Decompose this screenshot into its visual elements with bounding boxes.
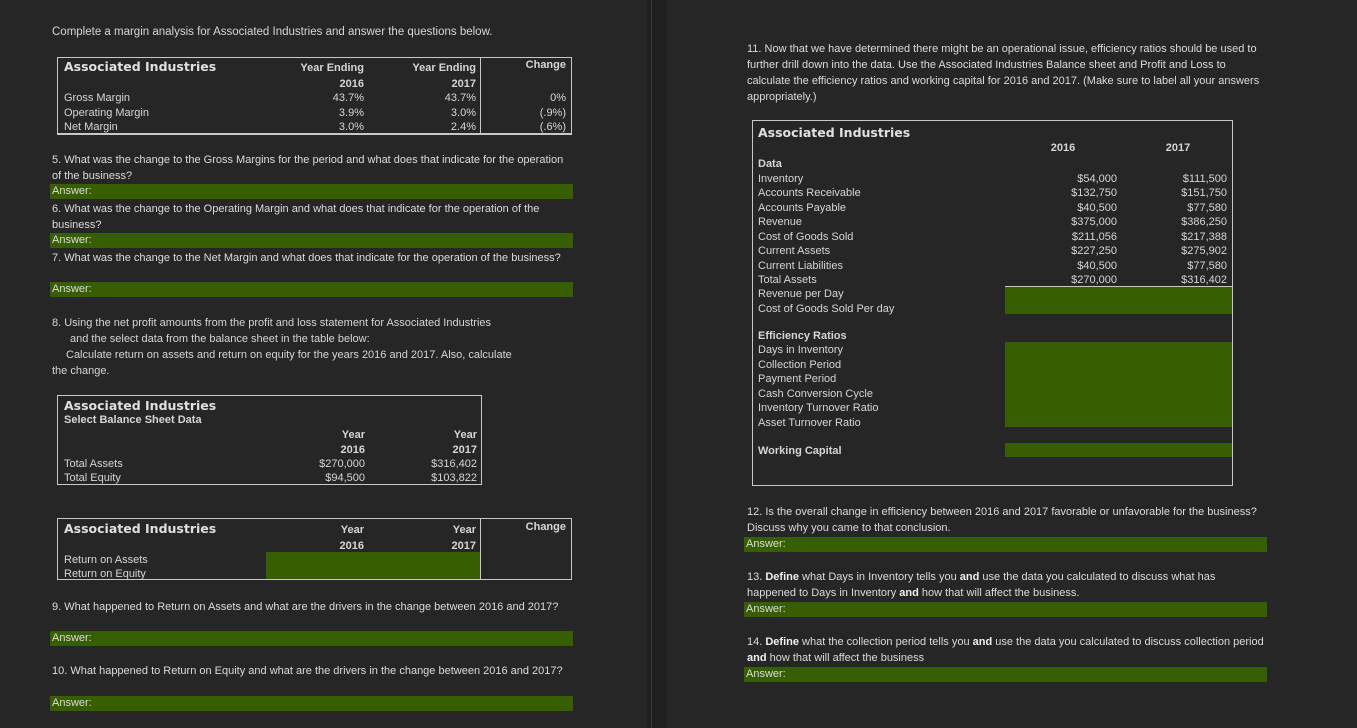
eff-per-day-cells[interactable] [1005,287,1232,314]
question-8-line1: 8. Using the net profit amounts from the profit and loss statement for Associated Industries [52,317,492,329]
margin-row-2017: 3.0% [450,107,476,119]
eff-ratio-label: Inventory Turnover Ratio [758,402,879,414]
eff-working-capital-label: Working Capital [758,445,842,457]
eff-data-label: Accounts Payable [758,202,847,214]
eff-ratio-label: Cash Conversion Cycle [758,388,873,400]
roa-col-change: Change [525,521,566,533]
margin-col-2016-line1: Year Ending [300,62,364,74]
margin-col-2017-line1: Year Ending [412,62,476,74]
margin-row-2017: 2.4% [450,121,476,133]
eff-calc-label: Cost of Goods Sold Per day [758,303,895,315]
roa-col-2017-line1: Year [452,524,476,536]
roa-roe-answer-cells[interactable] [266,552,480,579]
margin-row-change: (.9%) [539,107,566,119]
eff-data-label: Current Liabilities [758,260,843,272]
question-8-line3: Calculate return on assets and return on equity for the years 2016 and 2017. Also, calculate [66,349,512,361]
eff-table-title: Associated Industries [758,125,911,140]
bs-table-subtitle: Select Balance Sheet Data [64,414,202,426]
question-5: 5. What was the change to the Gross Margins for the period and what does that indicate for the operation of the business? [52,154,564,182]
eff-ratio-label: Asset Turnover Ratio [758,417,861,429]
margin-row-change: 0% [550,92,566,104]
margin-row-label: Net Margin [64,121,118,133]
question-13: 13. Define what Days in Inventory tells you and use the data you calculated to discuss what has happened to Days in Inventory and how that will affect the business. [747,571,1216,599]
eff-ratio-cells[interactable] [1005,342,1232,427]
eff-data-2017: $316,402 [1181,274,1227,286]
answer-7-field[interactable]: Answer: [50,282,573,297]
eff-data-2017: $217,388 [1181,231,1227,243]
bs-col-2017-line2: 2017 [452,444,477,456]
eff-data-2017: $77,580 [1187,260,1227,272]
roa-col-2016-line2: 2016 [339,540,364,552]
eff-data-2017: $77,580 [1187,202,1227,214]
eff-ratio-label: Payment Period [758,373,837,385]
margin-col-change: Change [525,59,566,71]
answer-14-field[interactable]: Answer: [744,667,1267,682]
question-7: 7. What was the change to the Net Margin and what does that indicate for the operation of the business? [52,252,561,264]
roa-row-label: Return on Assets [64,554,148,566]
eff-data-2017: $386,250 [1181,216,1227,228]
eff-ratio-label: Days in Inventory [758,344,843,356]
eff-data-label: Cost of Goods Sold [758,231,854,243]
margin-table-divider [480,57,481,134]
margin-table-underline [57,134,572,135]
eff-data-2016: $211,056 [1071,231,1117,243]
margin-row-label: Gross Margin [64,92,131,104]
answer-6-field[interactable]: Answer: [50,233,573,248]
eff-ratio-label: Collection Period [758,359,842,371]
roe-row-label: Return on Equity [64,568,146,580]
page-divider [651,0,652,728]
eff-col-2016: 2016 [1050,142,1076,154]
answer-10-field[interactable]: Answer: [50,696,573,711]
margin-table-title: Associated Industries [64,59,217,74]
bs-col-2016-line1: Year [341,429,365,441]
margin-row-2016: 43.7% [332,92,364,104]
eff-col-2017: 2017 [1165,142,1191,154]
answer-5-field[interactable]: Answer: [50,184,573,199]
question-6: 6. What was the change to the Operating Margin and what does that indicate for the operation of the business? [52,203,540,231]
bs-row-2016: $94,500 [325,472,365,484]
eff-data-2016: $54,000 [1077,173,1117,185]
bs-row-2017: $316,402 [431,458,477,470]
question-10: 10. What happened to Return on Equity and what are the drivers in the change between 2016 and 2017? [52,665,563,677]
bs-col-2017-line1: Year [453,429,477,441]
margin-row-2016: 3.9% [338,107,364,119]
margin-row-label: Operating Margin [64,107,149,119]
bs-row-label: Total Assets [64,458,123,470]
eff-data-label: Current Assets [758,245,831,257]
right-page [667,0,1357,728]
eff-data-label: Accounts Receivable [758,187,861,199]
intro-text: Complete a margin analysis for Associated Industries and answer the questions below. [52,26,493,38]
question-8-line4: the change. [52,365,110,377]
bs-row-2016: $270,000 [319,458,365,470]
eff-data-2016: $40,500 [1077,202,1117,214]
eff-data-label: Revenue [758,216,803,228]
eff-working-capital-cells[interactable] [1005,443,1232,457]
question-14: 14. Define what the collection period tells you and use the data you calculated to discuss collection period and how that will affect the business [747,636,1264,664]
roa-table-title: Associated Industries [64,521,217,536]
roa-col-2016-line1: Year [340,524,364,536]
eff-data-2017: $151,750 [1181,187,1227,199]
eff-calc-label: Revenue per Day [758,288,844,300]
margin-row-change: (.6%) [539,121,566,133]
bs-row-label: Total Equity [64,472,121,484]
margin-row-2017: 43.7% [444,92,476,104]
eff-data-header: Data [758,158,782,170]
eff-data-2016: $132,750 [1071,187,1117,199]
roa-table-divider [480,518,481,580]
eff-data-2017: $111,500 [1182,173,1227,185]
eff-data-2016: $227,250 [1071,245,1117,257]
margin-col-2016-line2: 2016 [339,78,364,90]
question-11: 11. Now that we have determined there might be an operational issue, efficiency ratios should be used to further drill down into the data. Use the Associated Industries Balance sheet and Profit and Loss to calculate the efficiency ratios and working capital for 2016 and 2017. (Make sure to label all your answers appropriately.) [747,43,1260,103]
eff-data-2016: $375,000 [1071,216,1117,228]
answer-12-field[interactable]: Answer: [744,537,1267,552]
eff-data-2017: $275,902 [1181,245,1227,257]
bs-table-title: Associated Industries [64,398,217,413]
bs-row-2017: $103,822 [431,472,477,484]
left-page [0,0,647,728]
eff-data-2016: $270,000 [1071,274,1117,286]
question-12: 12. Is the overall change in efficiency between 2016 and 2017 favorable or unfavorable for the business? Discuss why you came to that conclusion. [747,506,1257,534]
bs-col-2016-line2: 2016 [340,444,365,456]
question-9: 9. What happened to Return on Assets and what are the drivers in the change between 2016 and 2017? [52,601,559,613]
answer-13-field[interactable]: Answer: [744,602,1267,617]
answer-9-field[interactable]: Answer: [50,631,573,646]
margin-row-2016: 3.0% [338,121,364,133]
margin-col-2017-line2: 2017 [451,78,476,90]
eff-ratios-header: Efficiency Ratios [758,330,847,342]
eff-data-label: Inventory [758,173,804,185]
eff-data-2016: $40,500 [1077,260,1117,272]
question-8-line2: and the select data from the balance sheet in the table below: [70,333,370,345]
roa-col-2017-line2: 2017 [451,540,476,552]
eff-data-label: Total Assets [758,274,817,286]
